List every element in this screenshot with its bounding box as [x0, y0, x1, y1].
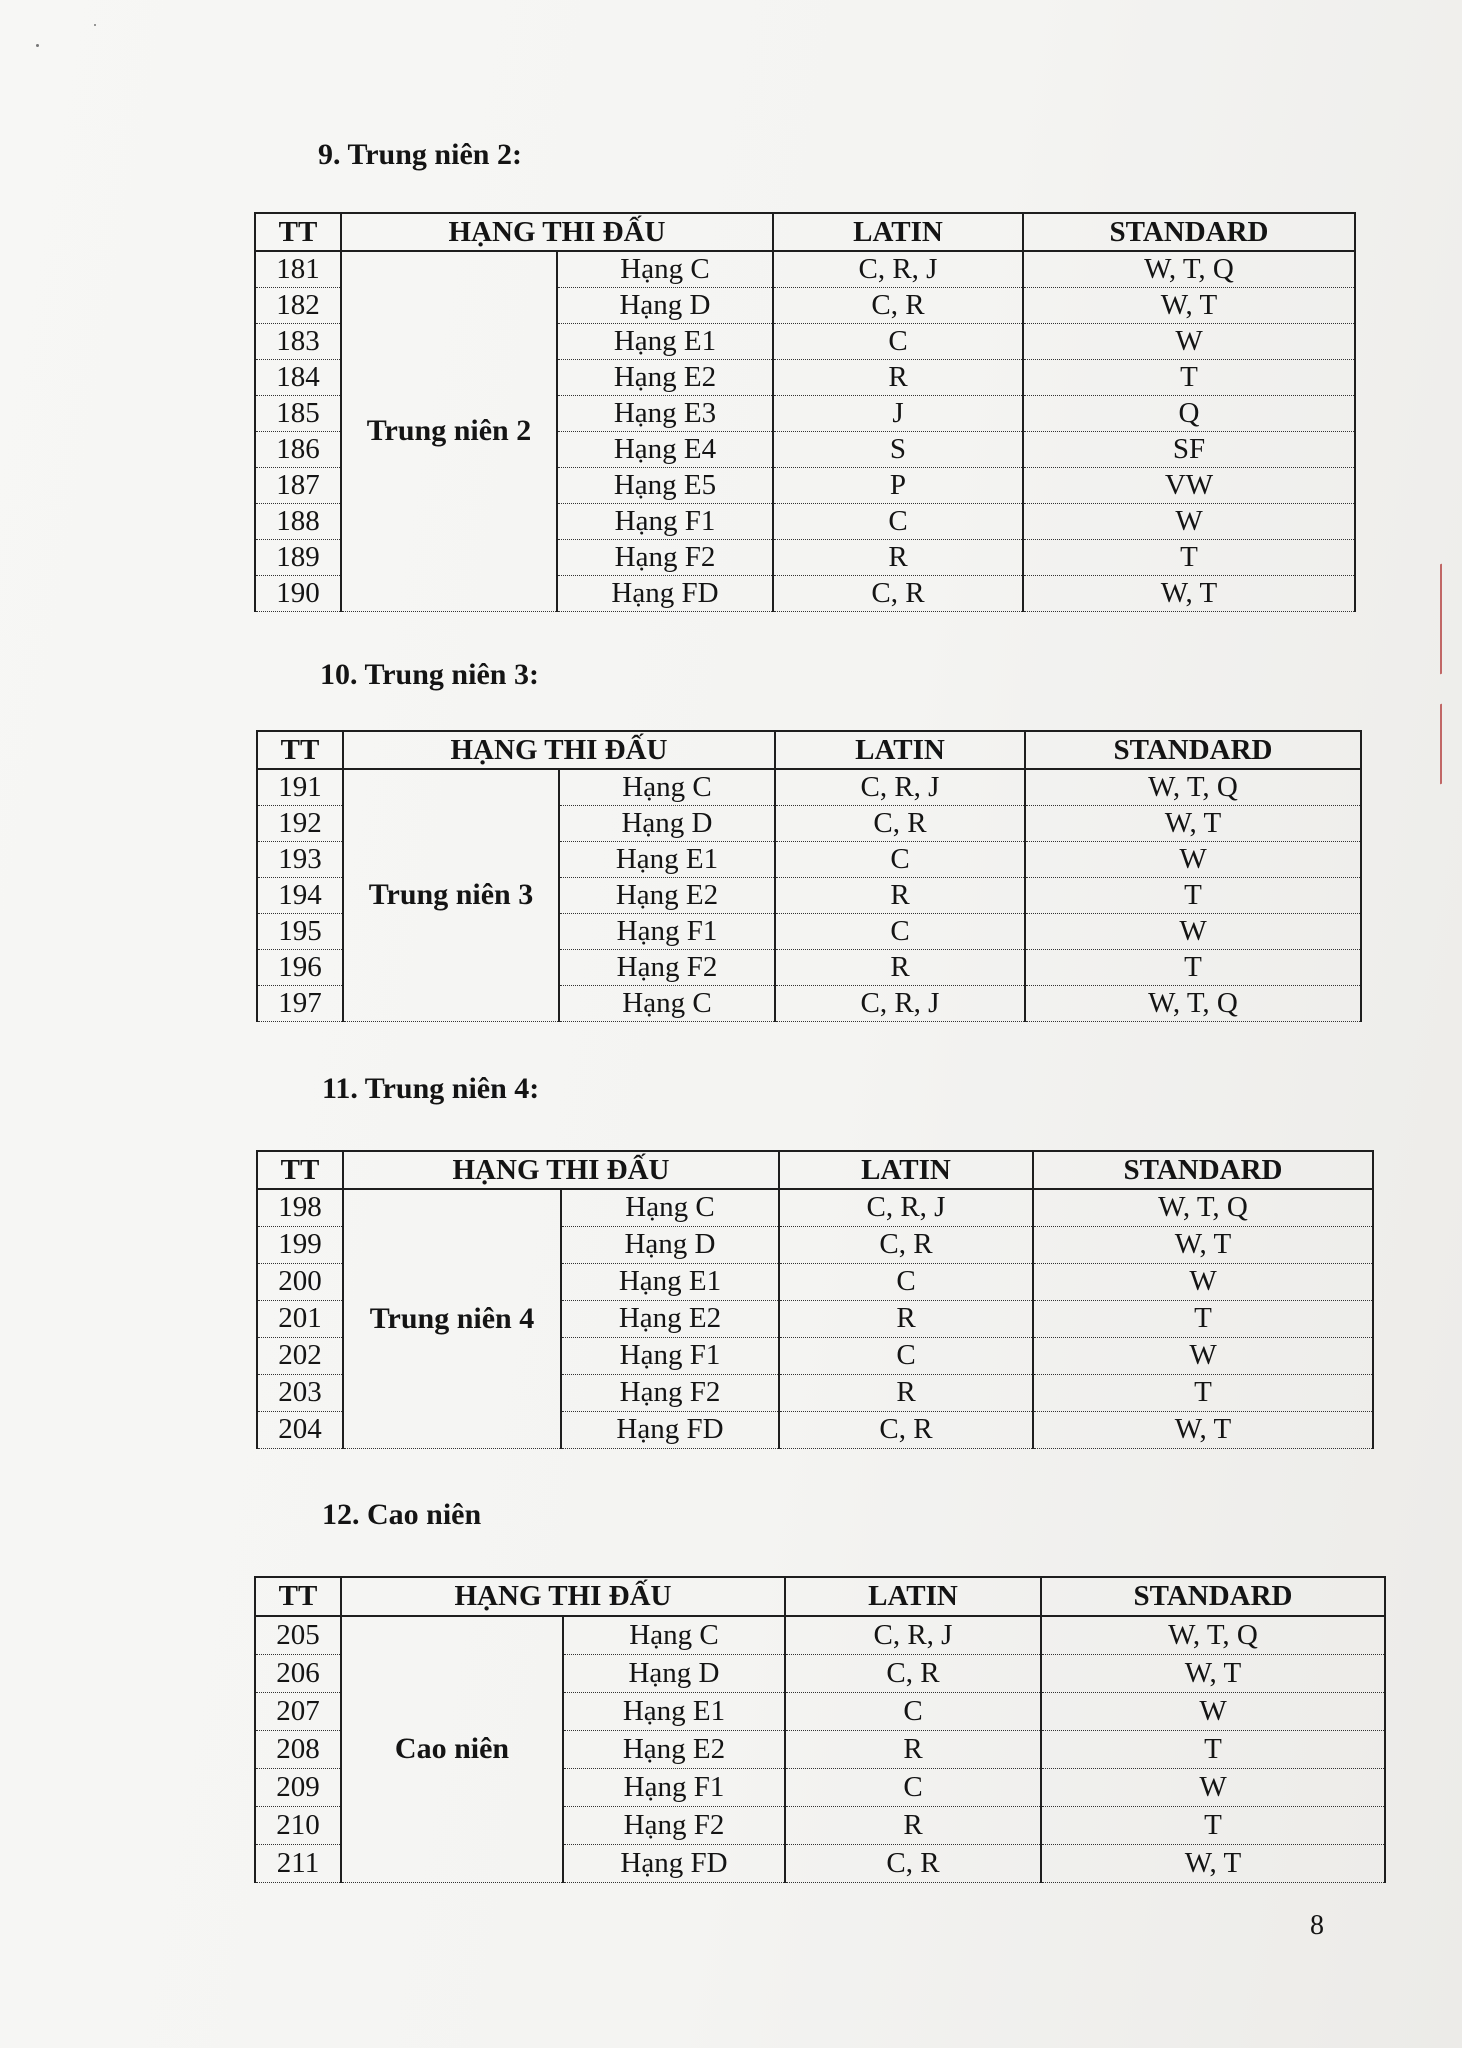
cell-rank: Hạng D [563, 1654, 785, 1692]
group-label: Cao niên [341, 1616, 563, 1882]
table-row [255, 251, 1355, 287]
competition-table [256, 1150, 1374, 1449]
cell-standard: W [1023, 503, 1355, 539]
cell-standard: T [1041, 1806, 1385, 1844]
section-heading: 11. Trung niên 4: [322, 1072, 540, 1105]
cell-rank: Hạng FD [557, 575, 773, 611]
cell-tt: 199 [257, 1226, 343, 1263]
table-header-row [257, 1151, 1373, 1189]
cell-rank: Hạng E2 [557, 359, 773, 395]
cell-rank: Hạng E1 [563, 1692, 785, 1730]
cell-standard: W, T [1023, 575, 1355, 611]
cell-standard: VW [1023, 467, 1355, 503]
cell-standard: W, T, Q [1025, 769, 1361, 805]
cell-latin: C, R [773, 575, 1023, 611]
cell-latin: C, R [785, 1844, 1041, 1882]
cell-tt: 189 [255, 539, 341, 575]
cell-standard: Q [1023, 395, 1355, 431]
cell-standard: W, T [1025, 805, 1361, 841]
cell-latin: C, R, J [775, 985, 1025, 1021]
table-row [255, 1616, 1385, 1654]
cell-tt: 196 [257, 949, 343, 985]
page-number: 8 [1310, 1910, 1324, 1941]
cell-tt: 208 [255, 1730, 341, 1768]
cell-rank: Hạng D [557, 287, 773, 323]
cell-latin: C, R [779, 1226, 1033, 1263]
cell-rank: Hạng F1 [557, 503, 773, 539]
cell-latin: R [775, 877, 1025, 913]
cell-tt: 185 [255, 395, 341, 431]
cell-standard: SF [1023, 431, 1355, 467]
cell-tt: 187 [255, 467, 341, 503]
cell-tt: 202 [257, 1337, 343, 1374]
cell-rank: Hạng F2 [563, 1806, 785, 1844]
cell-standard: W, T, Q [1041, 1616, 1385, 1654]
cell-tt: 211 [255, 1844, 341, 1882]
cell-rank: Hạng E1 [557, 323, 773, 359]
cell-latin: R [779, 1300, 1033, 1337]
competition-table [254, 212, 1356, 612]
table-row [257, 1189, 1373, 1226]
cell-latin: C, R, J [775, 769, 1025, 805]
header-tt: TT [255, 213, 341, 251]
cell-standard: T [1033, 1300, 1373, 1337]
group-label: Trung niên 4 [343, 1189, 561, 1448]
cell-latin: C [785, 1692, 1041, 1730]
cell-standard: W [1025, 841, 1361, 877]
cell-latin: C, R [775, 805, 1025, 841]
cell-rank: Hạng F2 [561, 1374, 779, 1411]
group-label: Trung niên 3 [343, 769, 559, 1021]
cell-rank: Hạng C [561, 1189, 779, 1226]
header-latin: LATIN [775, 731, 1025, 769]
cell-rank: Hạng C [563, 1616, 785, 1654]
cell-latin: C, R [779, 1411, 1033, 1448]
cell-standard: W, T [1041, 1654, 1385, 1692]
cell-rank: Hạng C [557, 251, 773, 287]
header-rank: HẠNG THI ĐẤU [341, 1577, 785, 1616]
header-standard: STANDARD [1025, 731, 1361, 769]
cell-latin: R [773, 359, 1023, 395]
competition-table [256, 730, 1362, 1022]
cell-standard: W [1041, 1692, 1385, 1730]
cell-latin: R [773, 539, 1023, 575]
cell-tt: 194 [257, 877, 343, 913]
cell-rank: Hạng F2 [559, 949, 775, 985]
cell-standard: T [1025, 949, 1361, 985]
cell-tt: 191 [257, 769, 343, 805]
cell-tt: 182 [255, 287, 341, 323]
header-rank: HẠNG THI ĐẤU [343, 1151, 779, 1189]
header-standard: STANDARD [1033, 1151, 1373, 1189]
cell-standard: W [1033, 1263, 1373, 1300]
cell-standard: T [1023, 359, 1355, 395]
cell-latin: R [779, 1374, 1033, 1411]
cell-latin: C [785, 1768, 1041, 1806]
section-heading: 10. Trung niên 3: [320, 658, 539, 691]
cell-rank: Hạng E1 [559, 841, 775, 877]
cell-rank: Hạng E1 [561, 1263, 779, 1300]
red-stamp-edge [1440, 556, 1462, 675]
cell-standard: W [1041, 1768, 1385, 1806]
cell-latin: C, R, J [785, 1616, 1041, 1654]
cell-tt: 210 [255, 1806, 341, 1844]
competition-table [254, 1576, 1386, 1883]
cell-rank: Hạng FD [563, 1844, 785, 1882]
header-latin: LATIN [773, 213, 1023, 251]
cell-tt: 203 [257, 1374, 343, 1411]
cell-tt: 204 [257, 1411, 343, 1448]
cell-latin: C, R [785, 1654, 1041, 1692]
cell-rank: Hạng D [561, 1226, 779, 1263]
group-label: Trung niên 2 [341, 251, 557, 611]
cell-tt: 197 [257, 985, 343, 1021]
cell-standard: W, T, Q [1033, 1189, 1373, 1226]
cell-standard: W, T, Q [1023, 251, 1355, 287]
cell-rank: Hạng C [559, 985, 775, 1021]
cell-tt: 193 [257, 841, 343, 877]
cell-rank: Hạng F1 [559, 913, 775, 949]
cell-tt: 207 [255, 1692, 341, 1730]
header-latin: LATIN [779, 1151, 1033, 1189]
cell-rank: Hạng E2 [561, 1300, 779, 1337]
cell-rank: Hạng F1 [561, 1337, 779, 1374]
header-tt: TT [255, 1577, 341, 1616]
cell-tt: 206 [255, 1654, 341, 1692]
section-heading: 12. Cao niên [322, 1498, 482, 1531]
cell-latin: C, R [773, 287, 1023, 323]
header-rank: HẠNG THI ĐẤU [341, 213, 773, 251]
cell-rank: Hạng D [559, 805, 775, 841]
cell-tt: 209 [255, 1768, 341, 1806]
table-header-row [255, 213, 1355, 251]
cell-rank: Hạng E4 [557, 431, 773, 467]
cell-latin: C [775, 841, 1025, 877]
header-standard: STANDARD [1041, 1577, 1385, 1616]
cell-rank: Hạng F2 [557, 539, 773, 575]
cell-standard: T [1041, 1730, 1385, 1768]
cell-tt: 188 [255, 503, 341, 539]
cell-standard: T [1023, 539, 1355, 575]
cell-tt: 181 [255, 251, 341, 287]
cell-latin: R [785, 1806, 1041, 1844]
cell-tt: 183 [255, 323, 341, 359]
cell-rank: Hạng C [559, 769, 775, 805]
cell-tt: 190 [255, 575, 341, 611]
cell-tt: 200 [257, 1263, 343, 1300]
cell-tt: 184 [255, 359, 341, 395]
cell-standard: W, T, Q [1025, 985, 1361, 1021]
cell-latin: C [779, 1337, 1033, 1374]
cell-latin: S [773, 431, 1023, 467]
cell-latin: C [779, 1263, 1033, 1300]
cell-rank: Hạng E5 [557, 467, 773, 503]
cell-tt: 201 [257, 1300, 343, 1337]
cell-standard: W, T [1023, 287, 1355, 323]
cell-standard: W, T [1041, 1844, 1385, 1882]
cell-latin: C, R, J [773, 251, 1023, 287]
cell-rank: Hạng E3 [557, 395, 773, 431]
table-header-row [255, 1577, 1385, 1616]
table-row [257, 769, 1361, 805]
header-rank: HẠNG THI ĐẤU [343, 731, 775, 769]
cell-rank: Hạng F1 [563, 1768, 785, 1806]
cell-standard: W, T [1033, 1226, 1373, 1263]
cell-latin: C, R, J [779, 1189, 1033, 1226]
paper-speck [94, 24, 96, 26]
cell-latin: C [775, 913, 1025, 949]
cell-tt: 186 [255, 431, 341, 467]
cell-standard: T [1025, 877, 1361, 913]
cell-latin: P [773, 467, 1023, 503]
cell-rank: Hạng E2 [563, 1730, 785, 1768]
header-standard: STANDARD [1023, 213, 1355, 251]
cell-rank: Hạng FD [561, 1411, 779, 1448]
cell-latin: R [785, 1730, 1041, 1768]
table-header-row [257, 731, 1361, 769]
paper-speck [36, 44, 39, 47]
cell-standard: T [1033, 1374, 1373, 1411]
cell-tt: 205 [255, 1616, 341, 1654]
cell-latin: R [775, 949, 1025, 985]
cell-standard: W [1025, 913, 1361, 949]
header-tt: TT [257, 731, 343, 769]
cell-tt: 195 [257, 913, 343, 949]
header-tt: TT [257, 1151, 343, 1189]
cell-latin: C [773, 503, 1023, 539]
cell-standard: W, T [1033, 1411, 1373, 1448]
cell-tt: 192 [257, 805, 343, 841]
cell-standard: W [1023, 323, 1355, 359]
red-stamp-edge [1440, 696, 1462, 785]
header-latin: LATIN [785, 1577, 1041, 1616]
cell-latin: J [773, 395, 1023, 431]
cell-tt: 198 [257, 1189, 343, 1226]
cell-standard: W [1033, 1337, 1373, 1374]
cell-rank: Hạng E2 [559, 877, 775, 913]
cell-latin: C [773, 323, 1023, 359]
section-heading: 9. Trung niên 2: [318, 138, 522, 171]
